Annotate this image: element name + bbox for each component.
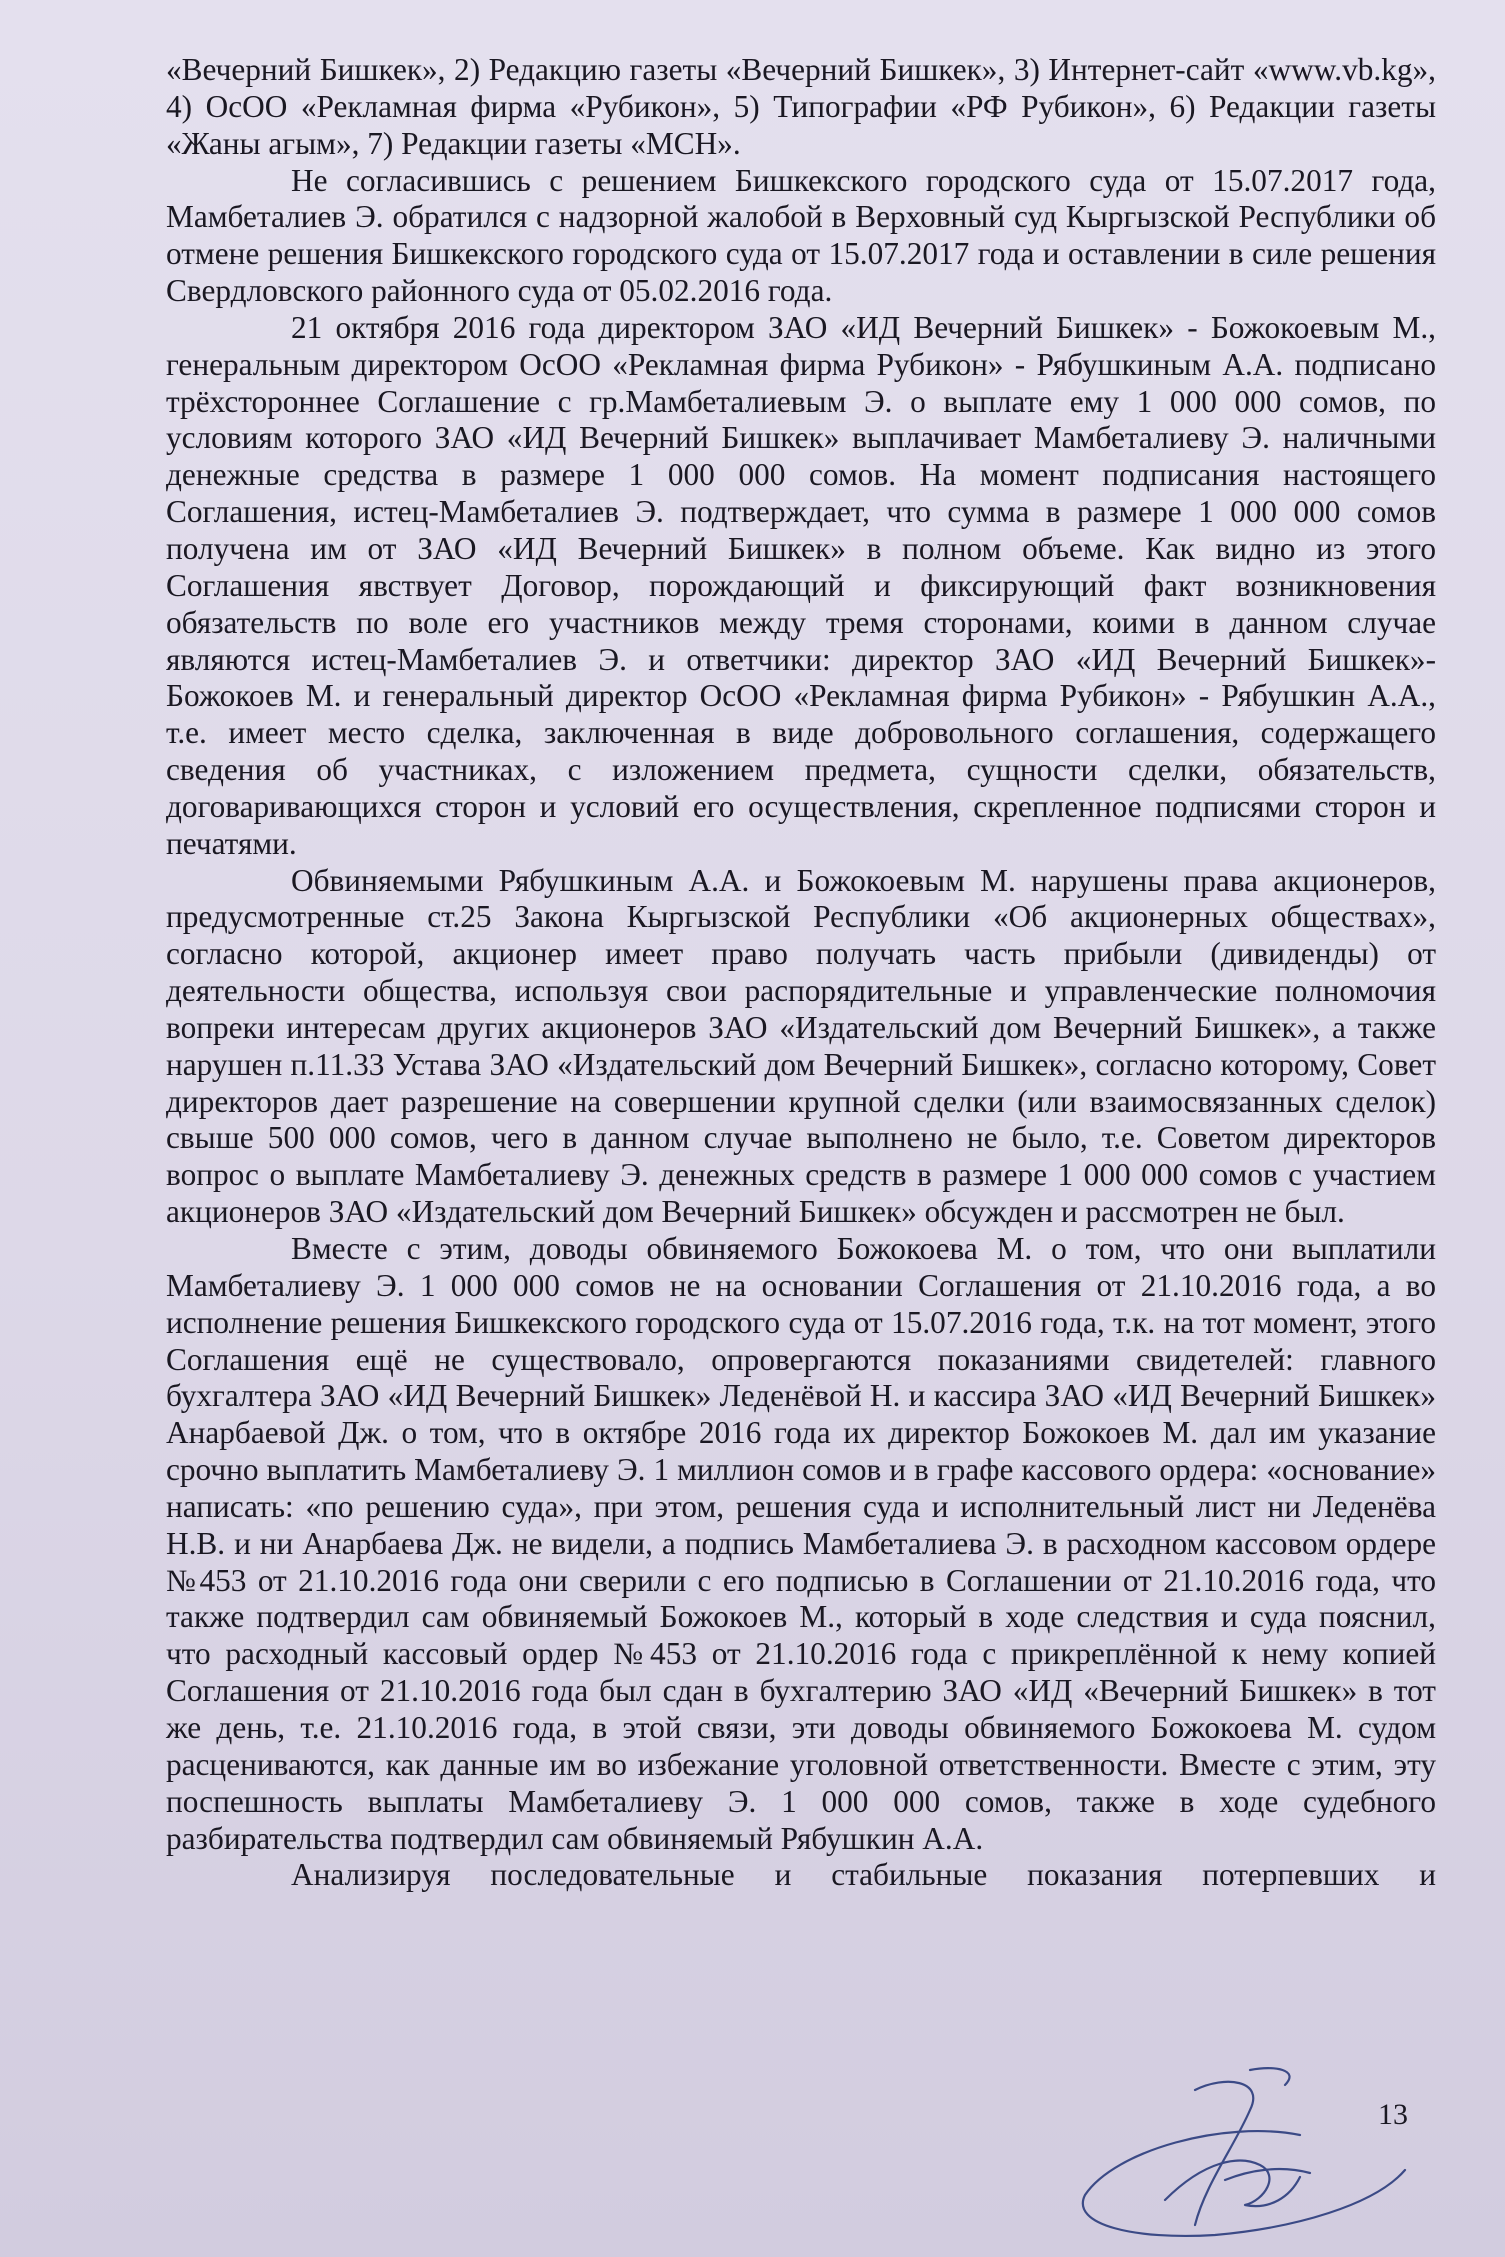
paragraph-1: «Вечерний Бишкек», 2) Редакцию газеты «Вечерний Бишкек», 3) Интернет-сайт «www.vb.kg», 4) ОсОО «Рекламная фирма «Рубикон», 5) Типографии «РФ Рубикон», 6) Редакции газеты «Жаны агым», 7) Редакции газеты «МСН». (166, 52, 1436, 161)
document-body (166, 52, 1436, 1894)
paragraph-2: Не согласившись с решением Бишкекского городского суда от 15.07.2017 года, Мамбеталиев Э. обратился с надзорной жалобой в Верховный суд Кыргызской Республики об отмене решения Бишкекского городского суда от 15.07.2017 года и оставлении в силе решения Свердловского районного суда от 05.02.2016 года. (166, 162, 1436, 309)
paragraph-3: 21 октября 2016 года директором ЗАО «ИД Вечерний Бишкек» - Божокоевым М., генеральным директором ОсОО «Рекламная фирма Рубикон» - Рябушкиным А.А. подписано трёхстороннее Соглашение с гр.Мамбеталиевым Э. о выплате ему 1 000 000 сомов, по условиям которого ЗАО «ИД Вечерний Бишкек» выплачивает Мамбеталиеву Э. наличными денежные средства в размере 1 000 000 сомов. На момент подписания настоящего Соглашения, истец-Мамбеталиев Э. подтверждает, что сумма в размере 1 000 000 сомов получена им от ЗАО «ИД Вечерний Бишкек» в полном объеме. Как видно из этого Соглашения явствует Договор, порождающий и фиксирующий факт возникновения обязательств по воле его участников между тремя сторонами, коими в данном случае являются истец-Мамбеталиев Э. и ответчики: директор ЗАО «ИД Вечерний Бишкек»- Божокоев М. и генеральный директор ОсОО «Рекламная фирма Рубикон» - Рябушкин А.А., т.е. имеет место сделка, заключенная в виде добровольного соглашения, содержащего сведения об участниках, с изложением предмета, сущности сделки, обязательств, договаривающихся сторон и условий его осуществления, скрепленное подписями сторон и печатями. (166, 309, 1436, 861)
paragraph-5: Вместе с этим, доводы обвиняемого Божокоева М. о том, что они выплатили Мамбеталиеву Э. 1 000 000 сомов не на основании Соглашения от 21.10.2016 года, а во исполнение решения Бишкекского городского суда от 15.07.2016 года, т.к. на тот момент, этого Соглашения ещё не существовало, опровергаются показаниями свидетелей: главного бухгалтера ЗАО «ИД Вечерний Бишкек» Леденёвой Н. и кассира ЗАО «ИД Вечерний Бишкек» Анарбаевой Дж. о том, что в октябре 2016 года их директор Божокоев М. дал им указание срочно выплатить Мамбеталиеву Э. 1 миллион сомов и в графе кассового ордера: «основание» написать: «по решению суда», при этом, решения суда и исполнительный лист ни Леденёва Н.В. и ни Анарбаева Дж. не видели, а подпись Мамбеталиева Э. в расходном кассовом ордере №453 от 21.10.2016 года они сверили с его подписью в Соглашении от 21.10.2016 года, что также подтвердил сам обвиняемый Божокоев М., который в ходе следствия и суда пояснил, что расходный кассовый ордер №453 от 21.10.2016 года с прикреплённой к нему копией Соглашения от 21.10.2016 года был сдан в бухгалтерию ЗАО «ИД «Вечерний Бишкек» в тот же день, т.е. 21.10.2016 года, в этой связи, эти доводы обвиняемого Божокоева М. судом расцениваются, как данные им во избежание уголовной ответственности. Вместе с этим, эту поспешность выплаты Мамбеталиеву Э. 1 000 000 сомов, также в ходе судебного разбирательства подтвердил сам обвиняемый Рябушкин А.А. (166, 1231, 1436, 1856)
paragraph-4: Обвиняемыми Рябушкиным А.А. и Божокоевым М. нарушены права акционеров, предусмотренные ст.25 Закона Кыргызской Республики «Об акционерных обществах», согласно которой, акционер имеет право получать часть прибыли (дивиденды) от деятельности общества, используя свои распорядительные и управленческие полномочия вопреки интересам других акционеров ЗАО «Издательский дом Вечерний Бишкек», а также нарушен п.11.33 Устава ЗАО «Издательский дом Вечерний Бишкек», согласно которому, Совет директоров дает разрешение на совершении крупной сделки (или взаимосвязанных сделок) свыше 500 000 сомов, чего в данном случае выполнено не было, т.е. Советом директоров вопрос о выплате Мамбеталиеву Э. денежных средств в размере 1 000 000 сомов с участием акционеров ЗАО «Издательский дом Вечерний Бишкек» обсужден и рассмотрен не был. (166, 862, 1436, 1230)
page-number: 13 (1378, 2098, 1408, 2131)
paragraph-6: Анализируя последовательные и стабильные показания потерпевших и (291, 1857, 1436, 1893)
signature (1075, 2065, 1435, 2245)
